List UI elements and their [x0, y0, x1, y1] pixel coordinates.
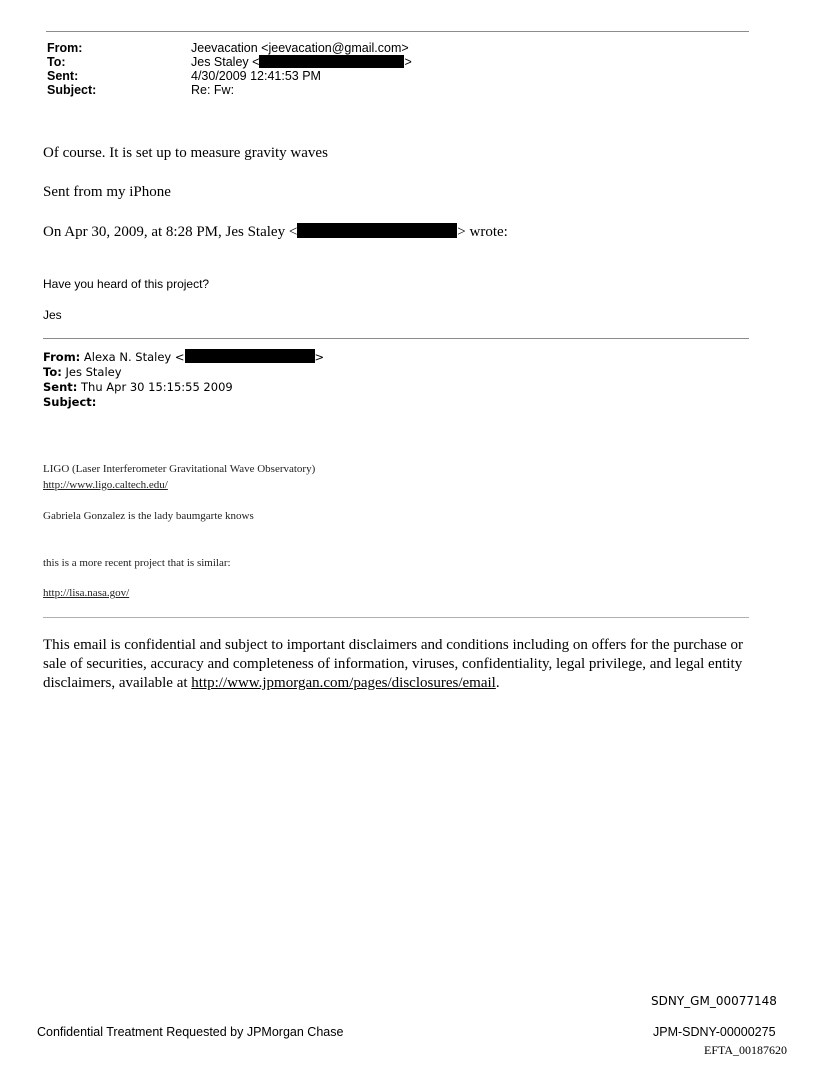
disclaimer-link[interactable]: http://www.jpmorgan.com/pages/disclosures/email [191, 675, 496, 691]
redaction-box [185, 349, 315, 363]
middle-divider [43, 338, 749, 339]
bates-number-efta: EFTA_00187620 [704, 1043, 788, 1057]
gonzalez-note: Gabriela Gonzalez is the lady baumgarte knows [43, 510, 254, 522]
to-label: To: [47, 55, 66, 69]
redaction-box [297, 223, 457, 238]
reply-line-1: Of course. It is set up to measure gravity waves [43, 145, 328, 161]
to-value-close: > [404, 55, 412, 69]
similar-note: this is a more recent project that is similar: [43, 557, 231, 569]
inner-to-label: To: [43, 365, 62, 379]
lower-divider [43, 617, 749, 618]
from-label: From: [47, 41, 83, 55]
bates-number-jpm: JPM-SDNY-00000275 [653, 1025, 776, 1039]
reply-line-2: Sent from my iPhone [43, 184, 171, 200]
ligo-link[interactable]: http://www.ligo.caltech.edu/ [43, 479, 168, 491]
forward-signature: Jes [43, 308, 62, 322]
inner-from-close: > [314, 350, 325, 364]
redaction-box [259, 55, 404, 68]
to-value-name: Jes Staley < [191, 55, 260, 69]
ligo-title: LIGO (Laser Interferometer Gravitational Wave Observatory) [43, 463, 316, 475]
top-divider [46, 31, 749, 32]
inner-sent-label: Sent: [43, 380, 78, 394]
inner-from-label: From: [43, 350, 81, 364]
disclaimer-text: This email is confidential and subject to important disclaimers and conditions including on offers for the purchase or sale of securities, accuracy and completeness of information, viruses, confidentiality, legal privilege, and legal entity disclaimers, available at [43, 637, 743, 691]
quote-suffix: > wrote: [457, 224, 508, 240]
to-value [191, 55, 412, 69]
lisa-link[interactable]: http://lisa.nasa.gov/ [43, 587, 130, 599]
disclaimer [43, 636, 751, 693]
inner-from-value: Alexa N. Staley < [80, 350, 185, 364]
email-header [47, 41, 747, 97]
inner-subject-label: Subject: [43, 395, 97, 409]
confidential-footer: Confidential Treatment Requested by JPMorgan Chase [37, 1025, 344, 1039]
subject-label: Subject: [47, 83, 97, 97]
inner-sent-value: Thu Apr 30 15:15:55 2009 [77, 380, 233, 394]
sent-value: 4/30/2009 12:41:53 PM [191, 69, 321, 83]
quote-prefix: On Apr 30, 2009, at 8:28 PM, Jes Staley < [43, 224, 298, 240]
sent-label: Sent: [47, 69, 79, 83]
bates-number-gm: SDNY_GM_00077148 [651, 994, 777, 1008]
forward-question: Have you heard of this project? [43, 277, 210, 291]
subject-value: Re: Fw: [191, 83, 235, 97]
inner-to-value: Jes Staley [61, 365, 122, 379]
from-value: Jeevacation <jeevacation@gmail.com> [191, 41, 409, 55]
quote-attribution [43, 223, 508, 241]
disclaimer-end: . [495, 675, 500, 691]
inner-email-header [43, 349, 324, 410]
